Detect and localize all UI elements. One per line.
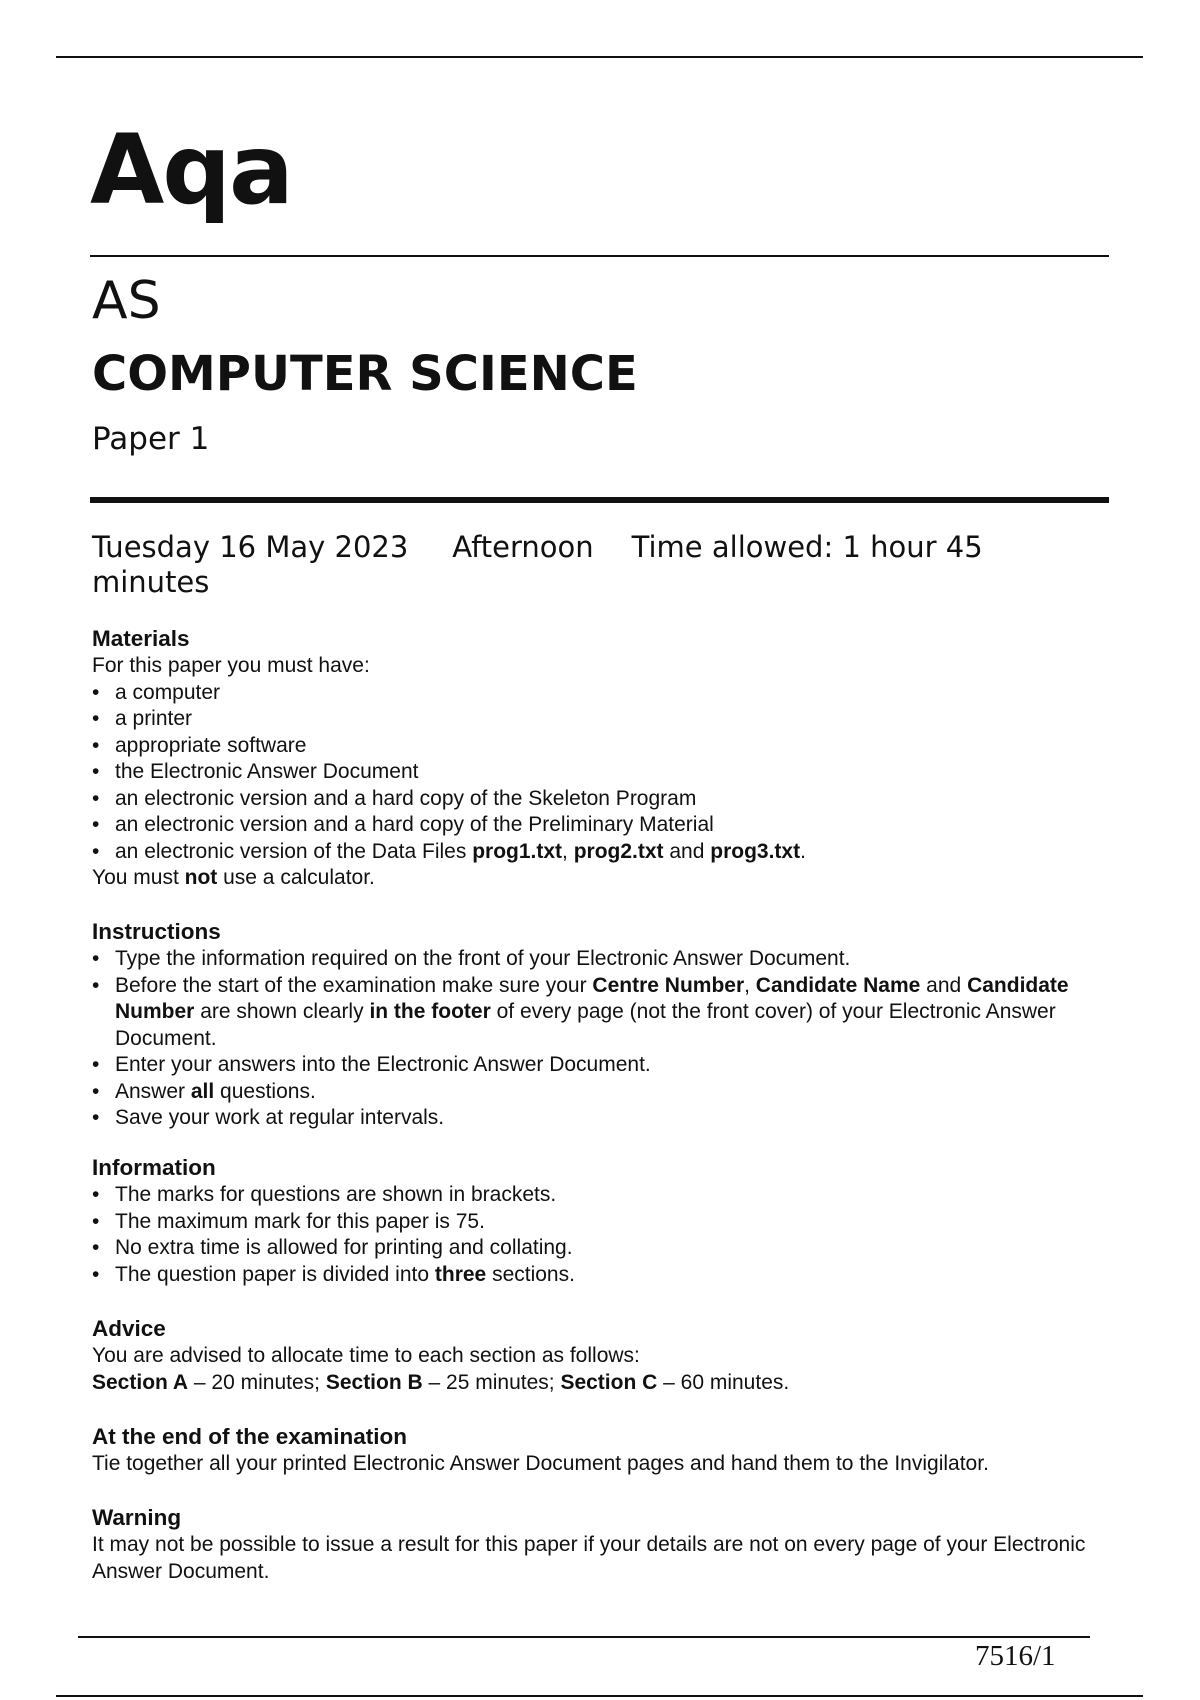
warning-text: It may not be possible to issue a result for this paper if your details are not on every page of your Electronic Answer Document. [92, 1533, 1086, 1583]
paper-number: Paper 1 [92, 421, 210, 457]
advice-section [92, 1315, 1092, 1396]
list-item: • a printer [92, 706, 1092, 733]
instructions-list [92, 946, 1092, 1132]
header-divider [90, 255, 1109, 257]
list-item: • an electronic version and a hard copy of the Preliminary Material [92, 812, 1092, 839]
subject-title: COMPUTER SCIENCE [92, 346, 638, 402]
list-item-data-files: • an electronic version of the Data Files prog1.txt, prog2.txt and prog3.txt. [92, 839, 1092, 866]
end-of-exam-text: Tie together all your printed Electronic Answer Document pages and hand them to the Invigilator. [92, 1452, 989, 1475]
list-item: • Type the information required on the front of your Electronic Answer Document. [92, 946, 1092, 973]
list-item: • Enter your answers into the Electronic Answer Document. [92, 1052, 1092, 1079]
materials-section [92, 625, 1092, 892]
instructions-section [92, 918, 1092, 1132]
information-section [92, 1154, 1092, 1288]
warning-section [92, 1504, 1092, 1585]
section-timings: Section A – 20 minutes; Section B – 25 minutes; Section C – 60 minutes. [92, 1370, 790, 1394]
top-rule [56, 56, 1143, 58]
list-item: • the Electronic Answer Document [92, 759, 1092, 786]
qualification-level: AS [92, 271, 161, 331]
information-heading: Information [92, 1155, 216, 1180]
instructions-heading: Instructions [92, 919, 221, 944]
data-file-name: prog3.txt [710, 839, 801, 863]
footer-divider [78, 1636, 1090, 1638]
data-file-name: prog2.txt [573, 839, 664, 863]
materials-intro: For this paper you must have: [92, 654, 370, 677]
materials-list [92, 680, 1092, 866]
exam-session: Afternoon [452, 530, 594, 564]
calculator-note: You must not use a calculator. [92, 866, 375, 889]
advice-heading: Advice [92, 1316, 166, 1341]
end-of-exam-section [92, 1423, 1092, 1478]
list-item: • The maximum mark for this paper is 75. [92, 1209, 1092, 1236]
list-item: • No extra time is allowed for printing and collating. [92, 1235, 1092, 1262]
materials-heading: Materials [92, 626, 190, 651]
list-item: • Before the start of the examination make sure your Centre Number, Candidate Name and Candidate Number are shown clearly in the footer of every page (not the front cover) of your Electronic Answer Document. [92, 973, 1092, 1053]
aqa-logo: Aqa [90, 114, 292, 226]
title-divider [90, 497, 1109, 503]
list-item: • The marks for questions are shown in brackets. [92, 1182, 1092, 1209]
end-of-exam-heading: At the end of the examination [92, 1424, 408, 1449]
page-bottom-rule [56, 1695, 1143, 1697]
warning-heading: Warning [92, 1505, 182, 1530]
list-item: • The question paper is divided into three sections. [92, 1262, 1092, 1289]
paper-code: 7516/1 [975, 1640, 1056, 1672]
list-item: • Answer all questions. [92, 1079, 1092, 1106]
list-item: • an electronic version and a hard copy of the Skeleton Program [92, 786, 1092, 813]
exam-date: Tuesday 16 May 2023 [92, 530, 409, 564]
list-item: • a computer [92, 680, 1092, 707]
list-item: • appropriate software [92, 733, 1092, 760]
list-item: • Save your work at regular intervals. [92, 1105, 1092, 1132]
exam-date-line [92, 530, 1092, 600]
data-file-name: prog1.txt [472, 839, 563, 863]
time-allowed: Time allowed: 1 hour 45 minutes [92, 530, 983, 599]
information-list [92, 1182, 1092, 1288]
advice-intro: You are advised to allocate time to each section as follows: [92, 1344, 640, 1367]
